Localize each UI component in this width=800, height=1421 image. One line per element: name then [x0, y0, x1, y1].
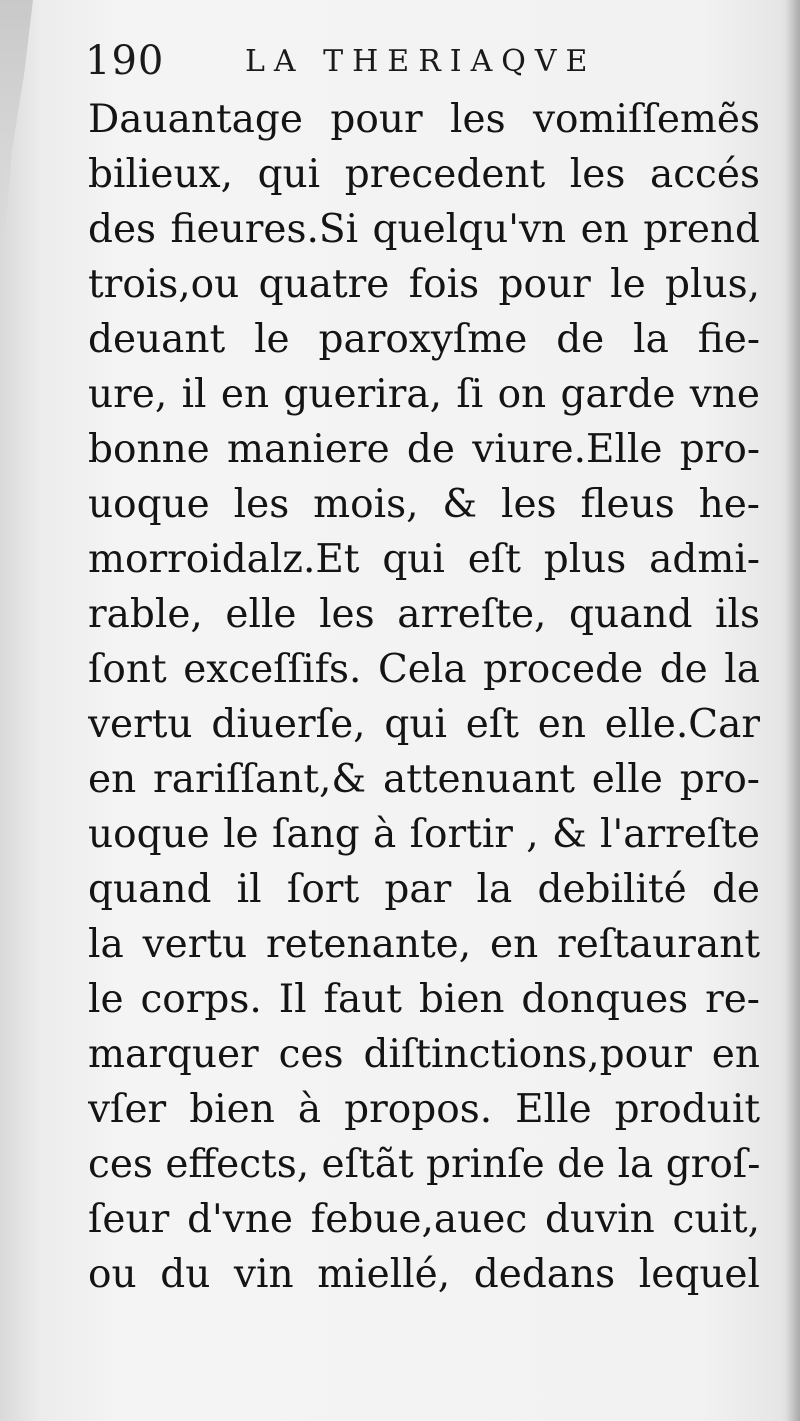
text-line: quand il ſort par la debilité de [88, 867, 760, 912]
text-line: ou du vin miellé, dedans lequel [88, 1252, 760, 1297]
torn-page-corner [0, 0, 60, 250]
text-line: bonne maniere de viure.Elle pro- [88, 427, 760, 472]
text-line: des fieures.Si quelqu'vn en prend [88, 207, 760, 252]
text-line: bilieux, qui precedent les accés [88, 152, 760, 197]
text-line: uoque le ſang à ſortir , & l'arreſte [88, 812, 760, 857]
page-gutter-shadow [786, 0, 800, 1421]
text-line: en rariſſant,& attenuant elle pro- [88, 757, 760, 802]
text-line: ces effects, eſtãt prinſe de la groſ- [88, 1142, 760, 1187]
text-line: ſont exceſſifs. Cela procede de la [88, 647, 760, 692]
page-number: 190 [85, 38, 165, 84]
page-header [85, 38, 765, 88]
text-line: vſer bien à propos. Elle produit [88, 1087, 760, 1132]
text-line: la vertu retenante, en reſtaurant [88, 922, 760, 967]
text-line: uoque les mois, & les fleus he- [88, 482, 760, 527]
text-line: rable, elle les arreſte, quand ils [88, 592, 760, 637]
text-line: trois,ou quatre fois pour le plus, [88, 262, 760, 307]
text-line: deuant le paroxyſme de la fie- [88, 317, 760, 362]
text-line: marquer ces diſtinctions,pour en [88, 1032, 760, 1077]
running-title: LA THERIAQVE [245, 44, 597, 79]
text-line: vertu diuerſe, qui eſt en elle.Car [88, 702, 760, 747]
body-text [88, 92, 760, 1302]
text-line: ſeur d'vne febue,auec duvin cuit, [88, 1197, 760, 1242]
text-line: morroidalz.Et qui eſt plus admi- [88, 537, 760, 582]
text-line: ure, il en guerira, ſi on garde vne [88, 372, 760, 417]
text-line: Dauantage pour les vomiſſemẽs [88, 97, 760, 142]
text-line: le corps. Il faut bien donques re- [88, 977, 760, 1022]
